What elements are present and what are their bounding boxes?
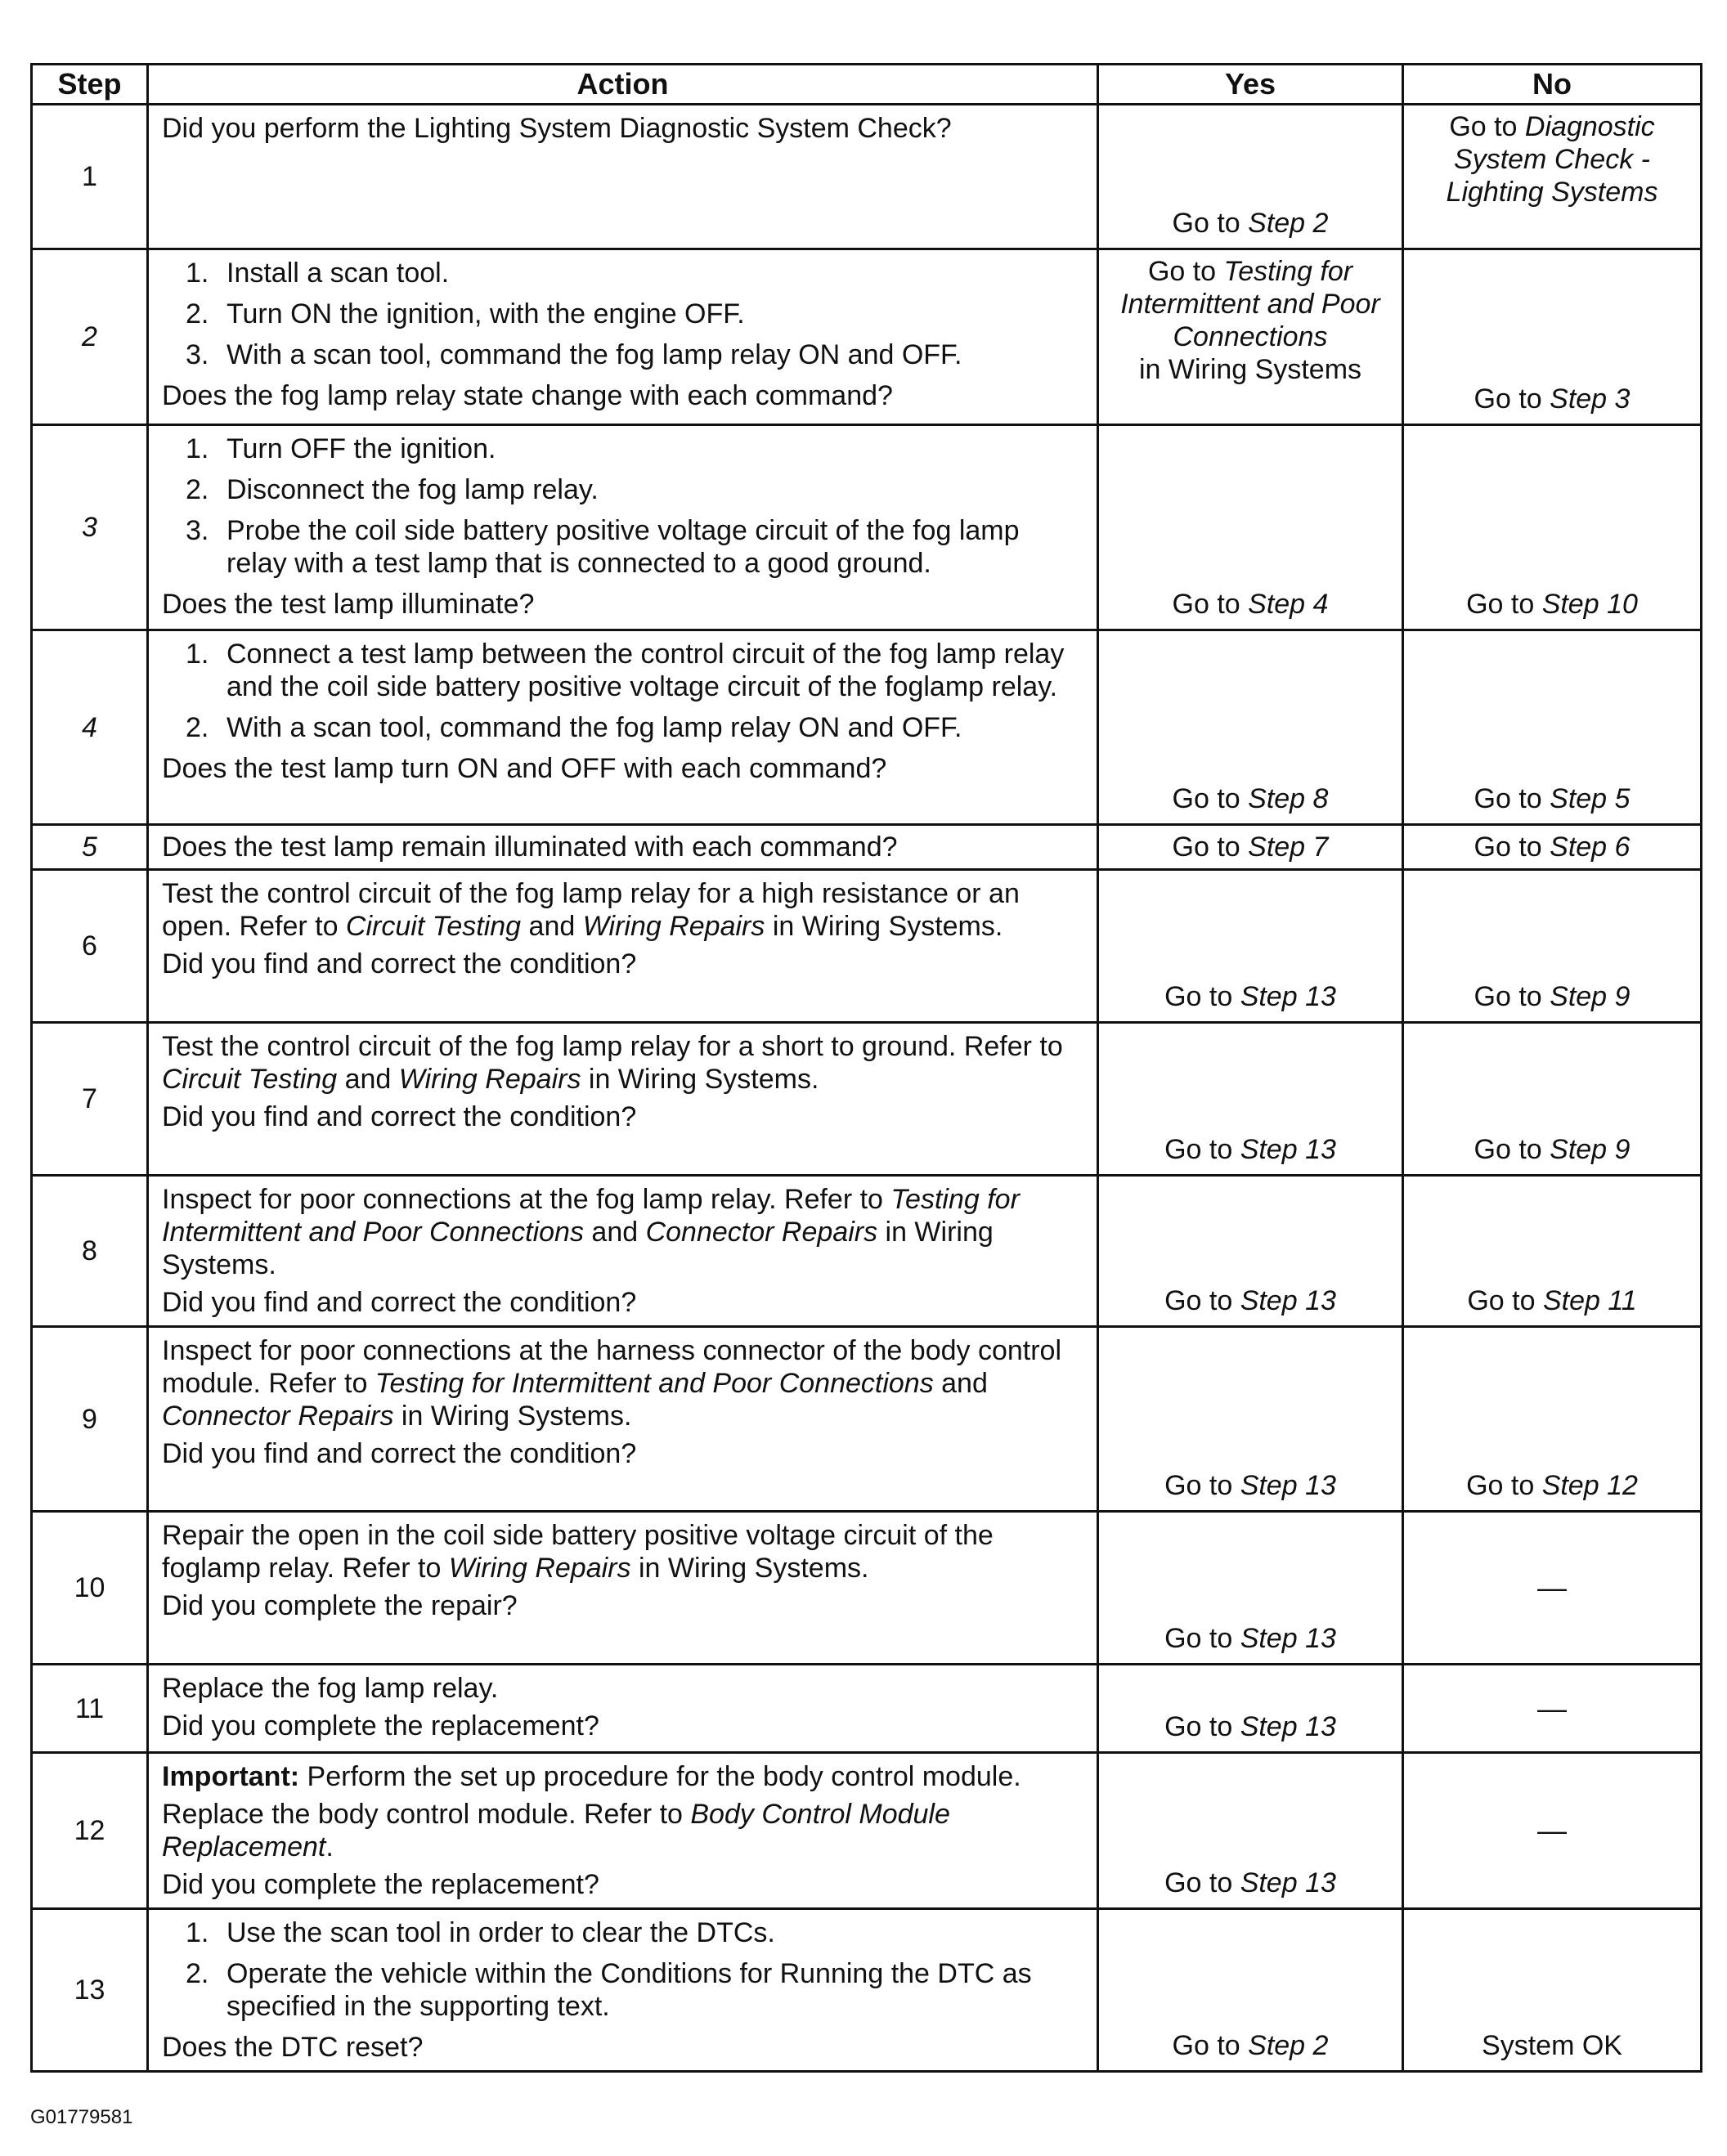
action-question: Did you complete the repair? — [162, 1590, 518, 1621]
figure-id: G01779581 — [30, 2106, 133, 2128]
action-cell — [148, 630, 1098, 825]
no-prefix: Go to — [1474, 383, 1550, 415]
no-link[interactable]: Step 5 — [1550, 783, 1631, 814]
yes-cell — [1098, 425, 1403, 630]
yes-prefix: Go to — [1172, 783, 1249, 814]
yes-prefix: Go to — [1164, 1711, 1240, 1742]
step-number-text: 5 — [82, 831, 97, 863]
table-row-step-2 — [32, 249, 1702, 425]
no-cell — [1403, 425, 1702, 630]
table-row-step-6 — [32, 870, 1702, 1023]
action-steps-list — [162, 433, 1083, 580]
action-text: Repair the open in the coil side battery positive voltage circuit of the foglamp relay. Refer to Wiring Repairs in Wiring Systems. — [162, 1520, 994, 1584]
yes-cell — [1098, 870, 1403, 1023]
table-row-step-5 — [32, 825, 1702, 870]
no-prefix: Go to — [1474, 1134, 1550, 1165]
important-label: Important: — [162, 1761, 300, 1792]
action-text: Replace the body control module. Refer to Body Control Module Replacement. — [162, 1799, 950, 1862]
no-cell — [1403, 105, 1702, 249]
no-cell: System OK — [1403, 1909, 1702, 2072]
yes-link[interactable]: Testing for Intermittent and Poor Connections — [1120, 256, 1380, 352]
action-cell — [148, 870, 1098, 1023]
action-cell — [148, 1512, 1098, 1665]
no-prefix: Go to — [1466, 589, 1542, 620]
no-cell: — — [1403, 1512, 1702, 1665]
no-prefix: Go to — [1474, 981, 1550, 1012]
list-item: 2. Turn ON the ignition, with the engine OFF. — [186, 298, 745, 329]
action-cell — [148, 1023, 1098, 1176]
action-question: Did you find and correct the condition? — [162, 1287, 637, 1318]
action-question: Does the test lamp illuminate? — [162, 589, 535, 620]
step-number: 8 — [32, 1176, 148, 1327]
yes-prefix: Go to — [1164, 1285, 1240, 1316]
no-link[interactable]: Step 11 — [1542, 1285, 1637, 1316]
action-question: Does the test lamp turn ON and OFF with each command? — [162, 753, 887, 784]
step-number: 13 — [32, 1909, 148, 2072]
no-link[interactable]: Step 9 — [1550, 981, 1631, 1012]
table-row-step-10 — [32, 1512, 1702, 1665]
header-no: No — [1403, 65, 1702, 105]
yes-prefix: Go to — [1172, 2030, 1249, 2061]
list-item-text: Connect a test lamp between the control circuit of the fog lamp relay and the coil side battery positive voltage circuit of the foglamp relay. — [227, 639, 1065, 702]
yes-link[interactable]: Step 13 — [1240, 1623, 1336, 1654]
yes-cell — [1098, 1909, 1403, 2072]
table-row-step-4 — [32, 630, 1702, 825]
list-item-text: Operate the vehicle within the Conditions for Running the DTC as specified in the supporting text. — [227, 1958, 1032, 2022]
list-item-text: Turn ON the ignition, with the engine OFF. — [227, 298, 745, 329]
action-steps-list — [162, 1916, 1083, 2023]
no-link[interactable]: Step 9 — [1550, 1134, 1631, 1165]
action-steps-list — [162, 638, 1083, 744]
table-row-step-11 — [32, 1665, 1702, 1753]
yes-link[interactable]: Step 13 — [1240, 1711, 1336, 1742]
yes-link[interactable]: Step 8 — [1248, 783, 1329, 814]
diagnostic-table — [30, 63, 1702, 2073]
action-cell — [148, 825, 1098, 870]
yes-cell — [1098, 1327, 1403, 1512]
table-row-step-8 — [32, 1176, 1702, 1327]
yes-cell — [1098, 1512, 1403, 1665]
yes-prefix: Go to — [1164, 1867, 1240, 1898]
yes-cell — [1098, 1176, 1403, 1327]
list-item: 1. Turn OFF the ignition. — [186, 433, 496, 464]
reference-link[interactable]: Testing for Intermittent and Poor Connections — [375, 1368, 934, 1399]
yes-prefix: Go to — [1172, 831, 1249, 863]
reference-link[interactable]: Testing for Intermittent and Poor Connections — [162, 1184, 1020, 1248]
no-cell — [1403, 249, 1702, 425]
diagnostic-table-container — [30, 63, 1700, 2073]
list-item: 1. Use the scan tool in order to clear the DTCs. — [186, 1917, 775, 1948]
no-cell: — — [1403, 1665, 1702, 1753]
yes-cell — [1098, 105, 1403, 249]
yes-link[interactable]: Step 13 — [1240, 981, 1336, 1012]
action-text: Test the control circuit of the fog lamp relay for a short to ground. Refer to Circuit Testing and Wiring Repairs in Wiring Systems. — [162, 1031, 1063, 1095]
step-number: 1 — [32, 105, 148, 249]
no-cell: — — [1403, 1753, 1702, 1909]
reference-link[interactable]: Wiring Repairs — [448, 1553, 631, 1584]
list-item: 2. With a scan tool, command the fog lamp relay ON and OFF. — [186, 712, 962, 743]
step-number — [32, 249, 148, 425]
action-question: Did you find and correct the condition? — [162, 948, 637, 979]
reference-link[interactable]: Wiring Repairs — [398, 1064, 581, 1095]
important-note: Important: Perform the set up procedure for the body control module. — [162, 1761, 1021, 1792]
action-cell — [148, 1909, 1098, 2072]
reference-link[interactable]: Circuit Testing — [345, 911, 522, 942]
no-prefix: Go to — [1474, 783, 1550, 814]
action-cell — [148, 1753, 1098, 1909]
yes-prefix: Go to — [1164, 1623, 1240, 1654]
no-link[interactable]: Step 3 — [1550, 383, 1631, 415]
table-row-step-13 — [32, 1909, 1702, 2072]
table-row-step-9 — [32, 1327, 1702, 1512]
step-number — [32, 425, 148, 630]
step-number: 7 — [32, 1023, 148, 1176]
yes-link[interactable]: Step 13 — [1240, 1285, 1336, 1316]
action-text: Did you perform the Lighting System Diagnostic System Check? — [162, 113, 952, 144]
yes-cell — [1098, 1023, 1403, 1176]
reference-link[interactable]: Circuit Testing — [162, 1064, 338, 1095]
no-prefix: Go to — [1449, 111, 1525, 142]
list-item-text: With a scan tool, command the fog lamp relay ON and OFF. — [227, 712, 962, 743]
action-cell — [148, 1327, 1098, 1512]
no-link[interactable]: Step 6 — [1550, 831, 1631, 863]
yes-prefix: Go to — [1164, 1134, 1240, 1165]
action-text: Replace the fog lamp relay. — [162, 1673, 499, 1704]
no-link[interactable]: Step 10 — [1541, 589, 1638, 620]
yes-suffix: in Wiring Systems — [1138, 354, 1362, 385]
step-number: 6 — [32, 870, 148, 1023]
action-question: Did you complete the replacement? — [162, 1869, 599, 1900]
no-cell — [1403, 1327, 1702, 1512]
header-step: Step — [32, 65, 148, 105]
yes-prefix: Go to — [1147, 256, 1224, 287]
reference-link[interactable]: Connector Repairs — [162, 1401, 394, 1432]
list-item: 1. Install a scan tool. — [186, 258, 450, 289]
step-number — [32, 630, 148, 825]
list-item: 3. Probe the coil side battery positive voltage circuit of the fog lamp relay with a test lamp that is connected to a good ground. — [186, 515, 1020, 579]
step-number-text: 2 — [82, 321, 97, 352]
action-cell — [148, 1176, 1098, 1327]
yes-link[interactable]: Step 2 — [1248, 208, 1329, 239]
yes-prefix: Go to — [1172, 208, 1249, 239]
list-item: 3. With a scan tool, command the fog lamp relay ON and OFF. — [186, 339, 962, 370]
action-text: Inspect for poor connections at the fog lamp relay. Refer to Testing for Intermittent and Poor Connections and Connector Repairs in Wiring Systems. — [162, 1184, 1020, 1280]
action-question: Did you find and correct the condition? — [162, 1101, 637, 1132]
step-number-text: 4 — [82, 711, 97, 743]
action-cell — [148, 249, 1098, 425]
list-item-text: Install a scan tool. — [227, 258, 450, 289]
action-steps-list — [162, 257, 1083, 371]
step-number — [32, 825, 148, 870]
action-question: Does the DTC reset? — [162, 2032, 424, 2063]
yes-cell — [1098, 1753, 1403, 1909]
yes-cell — [1098, 1665, 1403, 1753]
yes-cell — [1098, 630, 1403, 825]
reference-link[interactable]: Body Control Module Replacement — [162, 1799, 950, 1862]
no-cell — [1403, 1023, 1702, 1176]
list-item-text: Turn OFF the ignition. — [227, 433, 496, 464]
list-item: 2. Operate the vehicle within the Conditions for Running the DTC as specified in the supporting text. — [186, 1958, 1032, 2022]
action-cell — [148, 425, 1098, 630]
yes-link[interactable]: Step 4 — [1248, 589, 1329, 620]
step-number: 10 — [32, 1512, 148, 1665]
yes-link[interactable]: Step 13 — [1240, 1867, 1336, 1898]
list-item: 2. Disconnect the fog lamp relay. — [186, 474, 599, 505]
action-cell — [148, 105, 1098, 249]
no-prefix: Go to — [1467, 1285, 1543, 1316]
yes-link[interactable]: Step 2 — [1248, 2030, 1329, 2061]
action-question: Did you find and correct the condition? — [162, 1438, 637, 1469]
step-number: 11 — [32, 1665, 148, 1753]
action-question: Did you complete the replacement? — [162, 1710, 599, 1741]
action-question: Does the fog lamp relay state change with each command? — [162, 380, 893, 411]
yes-link[interactable]: Step 13 — [1240, 1470, 1336, 1501]
yes-cell — [1098, 825, 1403, 870]
no-link[interactable]: Diagnostic System Check - Lighting Systems — [1446, 111, 1658, 208]
table-row-step-1 — [32, 105, 1702, 249]
list-item-text: Disconnect the fog lamp relay. — [227, 474, 599, 505]
action-cell — [148, 1665, 1098, 1753]
list-item: 1. Connect a test lamp between the control circuit of the fog lamp relay and the coil side battery positive voltage circuit of the foglamp relay. — [186, 639, 1065, 702]
list-item-text: Probe the coil side battery positive voltage circuit of the fog lamp relay with a test lamp that is connected to a good ground. — [227, 515, 1020, 579]
yes-prefix: Go to — [1164, 981, 1240, 1012]
step-number: 12 — [32, 1753, 148, 1909]
yes-prefix: Go to — [1172, 589, 1249, 620]
table-row-step-7 — [32, 1023, 1702, 1176]
step-number-text: 3 — [82, 512, 97, 543]
list-item-text: With a scan tool, command the fog lamp relay ON and OFF. — [227, 339, 962, 370]
table-header-row — [32, 65, 1702, 105]
table-row-step-12 — [32, 1753, 1702, 1909]
action-text: Does the test lamp remain illuminated with each command? — [162, 831, 898, 863]
header-action: Action — [148, 65, 1098, 105]
no-cell — [1403, 1176, 1702, 1327]
table-row-step-3 — [32, 425, 1702, 630]
header-yes: Yes — [1098, 65, 1403, 105]
action-text: Test the control circuit of the fog lamp relay for a high resistance or an open. Refer to Circuit Testing and Wiring Repairs in Wiring Systems. — [162, 878, 1020, 942]
list-item-text: Use the scan tool in order to clear the DTCs. — [227, 1917, 775, 1948]
reference-link[interactable]: Connector Repairs — [645, 1217, 878, 1248]
no-cell — [1403, 870, 1702, 1023]
no-prefix: Go to — [1466, 1470, 1542, 1501]
yes-link[interactable]: Step 13 — [1240, 1134, 1336, 1165]
no-cell — [1403, 630, 1702, 825]
yes-prefix: Go to — [1164, 1470, 1240, 1501]
action-text: Inspect for poor connections at the harness connector of the body control module. Refer to Testing for Intermittent and Poor Connections and Connector Repairs in Wiring Systems. — [162, 1335, 1062, 1432]
step-number: 9 — [32, 1327, 148, 1512]
no-link[interactable]: Step 12 — [1541, 1470, 1638, 1501]
reference-link[interactable]: Wiring Repairs — [582, 911, 765, 942]
no-cell — [1403, 825, 1702, 870]
yes-cell — [1098, 249, 1403, 425]
no-prefix: Go to — [1474, 831, 1550, 863]
yes-link[interactable]: Step 7 — [1248, 831, 1329, 863]
